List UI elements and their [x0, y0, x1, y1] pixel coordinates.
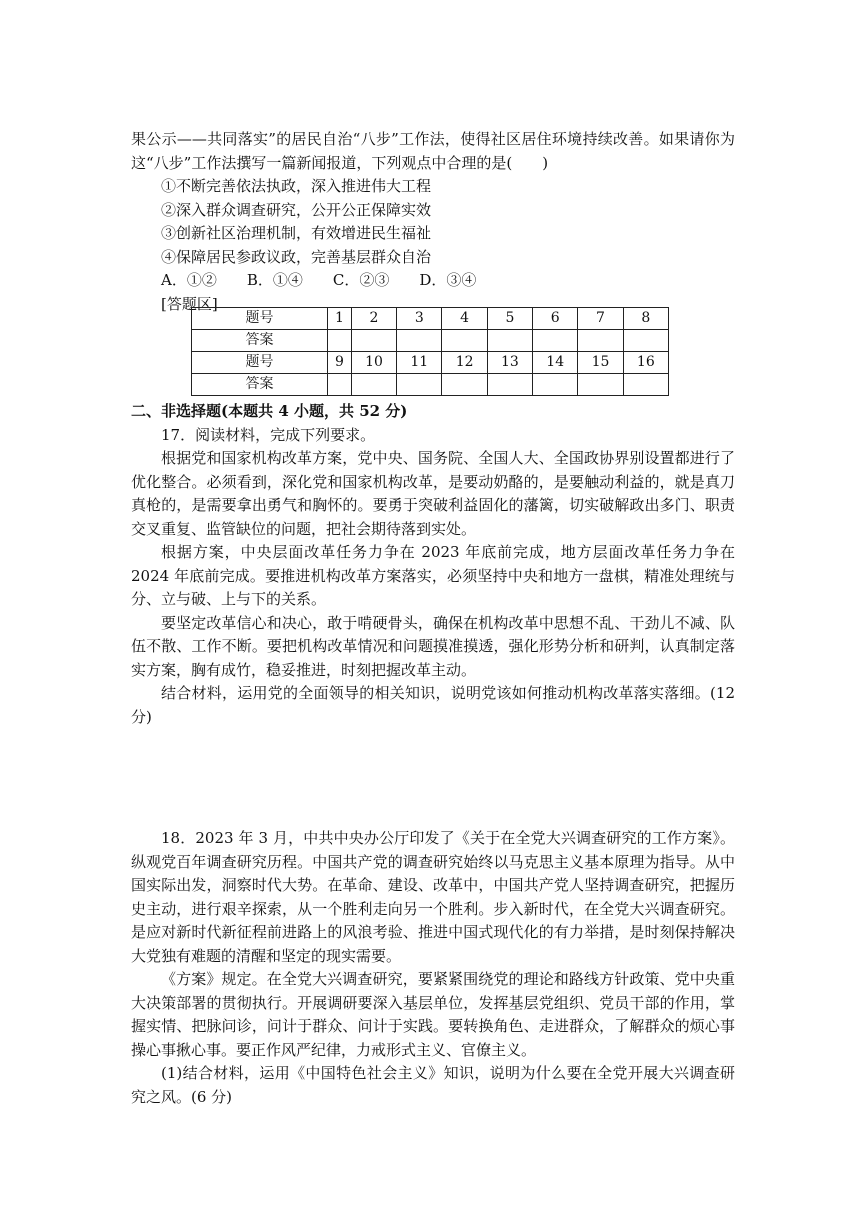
question-number: 16 [623, 352, 668, 374]
question-number: 12 [442, 352, 487, 374]
answer-cell[interactable] [533, 374, 578, 396]
question-number: 14 [533, 352, 578, 374]
question-number: 5 [487, 308, 532, 330]
answer-table-row [192, 330, 669, 352]
question-16-block [131, 128, 735, 316]
answer-cell[interactable] [351, 330, 396, 352]
question-number: 2 [351, 308, 396, 330]
answer-cell[interactable] [623, 374, 668, 396]
row-label: 答案 [192, 374, 328, 396]
q17-question: 结合材料，运用党的全面领导的相关知识，说明党该如何推动机构改革落实落细。(12 分) [131, 684, 735, 726]
answer-cell[interactable] [578, 330, 623, 352]
question-number: 15 [578, 352, 623, 374]
answer-cell[interactable] [623, 330, 668, 352]
answer-cell[interactable] [442, 330, 487, 352]
row-label: 题号 [192, 352, 328, 374]
question-number: 7 [578, 308, 623, 330]
question-18-block [131, 827, 735, 1109]
q16-option-3: ③创新社区治理机制，有效增进民生福祉 [161, 224, 432, 242]
q16-option-4: ④保障居民参政议政，完善基层群众自治 [161, 247, 432, 266]
answer-table [191, 307, 669, 396]
answer-table-row [192, 308, 669, 330]
question-number: 3 [397, 308, 442, 330]
q18-question-1: (1)结合材料，运用《中国特色社会主义》知识，说明为什么要在全党开展大兴调查研究之风。(6 分) [131, 1064, 735, 1106]
question-number: 9 [328, 352, 352, 374]
question-number: 11 [397, 352, 442, 374]
answer-table-row [192, 352, 669, 374]
answer-cell[interactable] [328, 330, 352, 352]
q16-option-1: ①不断完善依法执政，深入推进伟大工程 [161, 177, 432, 195]
q18-material-2: 《方案》规定。在全党大兴调查研究，要紧紧围绕党的理论和路线方针政策、党中央重大决策部署的贯彻执行。开展调研要深入基层单位，发挥基层党组织、党员干部的作用，掌握实情、把脉问诊，问计于群众、问计于实践。要转换角色、走进群众，了解群众的烦心事操心事揪心事。要正作风严纪律，力戒形式主义、官僚主义。 [131, 970, 735, 1059]
answer-cell[interactable] [442, 374, 487, 396]
answer-cell[interactable] [328, 374, 352, 396]
q16-choices: A．①② B．①④ C．②③ D．③④ [161, 271, 477, 289]
question-number: 6 [533, 308, 578, 330]
q17-stem: 17．阅读材料，完成下列要求。 [161, 425, 376, 444]
answer-table-row [192, 374, 669, 396]
question-number: 13 [487, 352, 532, 374]
question-17-block [131, 400, 735, 729]
row-label: 题号 [192, 308, 328, 330]
q17-material-1: 根据党和国家机构改革方案，党中央、国务院、全国人大、全国政协界别设置都进行了优化整合。必须看到，深化党和国家机构改革，是要动奶酪的，是要触动利益的，就是真刀真枪的，是需要拿出勇气和胸怀的。要勇于突破利益固化的藩篱，切实破解政出多门、职责交叉重复、监管缺位的问题，把社会期待落到实处。 [131, 449, 735, 538]
q18-material-1: 18．2023 年 3 月，中共中央办公厅印发了《关于在全党大兴调查研究的工作方案》。纵观党百年调查研究历程。中国共产党的调查研究始终以马克思主义基本原理为指导。从中国实际出发，洞察时代大势。在革命、建设、改革中，中国共产党人坚持调查研究，把握历史主动，进行艰辛探索，从一个胜利走向另一个胜利。步入新时代，在全党大兴调查研究。是应对新时代新征程前进路上的风浪考验、推进中国式现代化的有力举措，是时刻保持解决大党独有难题的清醒和坚定的现实需要。 [131, 829, 735, 965]
question-number: 10 [351, 352, 396, 374]
answer-cell[interactable] [487, 330, 532, 352]
answer-cell[interactable] [533, 330, 578, 352]
row-label: 答案 [192, 330, 328, 352]
q17-material-3: 要坚定改革信心和决心，敢于啃硬骨头，确保在机构改革中思想不乱、干劲儿不减、队伍不散、工作不断。要把机构改革情况和问题摸准摸透，强化形势分析和研判，认真制定落实方案，胸有成竹，稳妥推进，时刻把握改革主动。 [131, 613, 735, 679]
answer-cell[interactable] [351, 374, 396, 396]
answer-cell[interactable] [578, 374, 623, 396]
answer-cell[interactable] [397, 330, 442, 352]
answer-cell[interactable] [397, 374, 442, 396]
question-number: 4 [442, 308, 487, 330]
answer-cell[interactable] [487, 374, 532, 396]
question-number: 8 [623, 308, 668, 330]
section-2-title: 二、非选择题(本题共 4 小题，共 52 分) [131, 402, 408, 420]
answer-area-label: [答题区] [161, 294, 218, 313]
q16-option-2: ②深入群众调查研究，公开公正保障实效 [161, 200, 432, 219]
q16-intro: 果公示——共同落实”的居民自治“八步”工作法，使得社区居住环境持续改善。如果请你为这“八步”工作法撰写一篇新闻报道，下列观点中合理的是( ) [131, 130, 735, 172]
question-number: 1 [328, 308, 352, 330]
q17-material-2: 根据方案，中央层面改革任务力争在 2023 年底前完成，地方层面改革任务力争在 2024 年底前完成。要推进机构改革方案落实，必须坚持中央和地方一盘棋，精准处理统与分、立与破、上与下的关系。 [131, 543, 735, 608]
